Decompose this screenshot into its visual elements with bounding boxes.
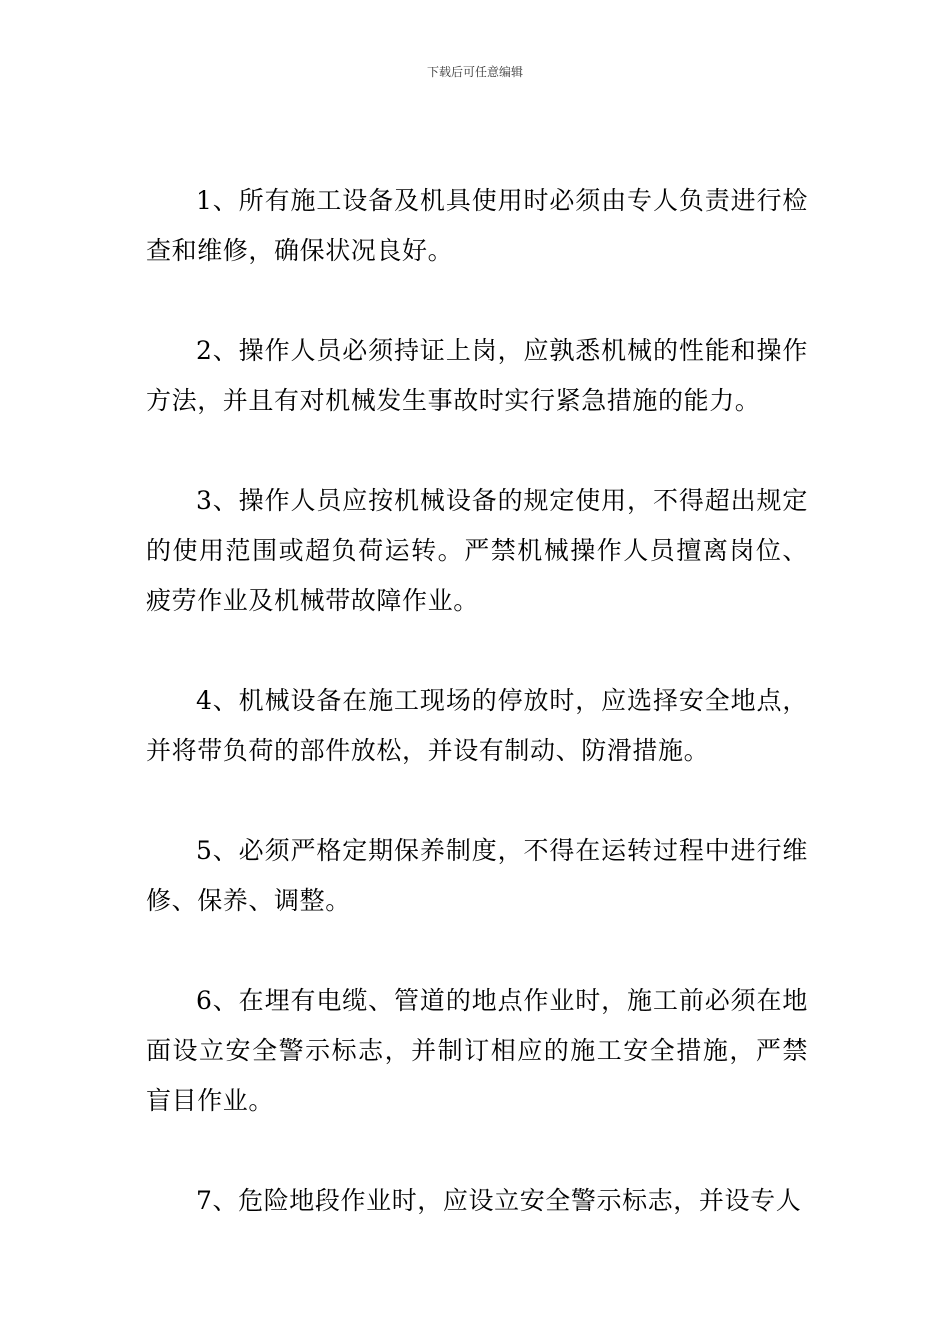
paragraph-4: 4、机械设备在施工现场的停放时，应选择安全地点，并将带负荷的部件放松，并设有制动、防滑措施。 (146, 686, 808, 765)
document-body (146, 176, 808, 1276)
paragraph-1: 1、所有施工设备及机具使用时必须由专人负责进行检查和维修，确保状况良好。 (146, 186, 808, 265)
paragraph-7: 7、危险地段作业时，应设立安全警示标志，并设专人 (196, 1186, 802, 1215)
page-header: 下载后可任意编辑 (426, 65, 523, 79)
paragraph-5: 5、必须严格定期保养制度，不得在运转过程中进行维修、保养、调整。 (146, 836, 808, 915)
paragraph-6: 6、在埋有电缆、管道的地点作业时，施工前必须在地面设立安全警示标志，并制订相应的施工安全措施，严禁盲目作业。 (146, 986, 808, 1115)
paragraph-2: 2、操作人员必须持证上岗，应孰悉机械的性能和操作方法，并且有对机械发生事故时实行紧急措施的能力。 (146, 336, 808, 415)
paragraph-3: 3、操作人员应按机械设备的规定使用，不得超出规定的使用范围或超负荷运转。严禁机械操作人员擅离岗位、疲劳作业及机械带故障作业。 (146, 486, 808, 615)
